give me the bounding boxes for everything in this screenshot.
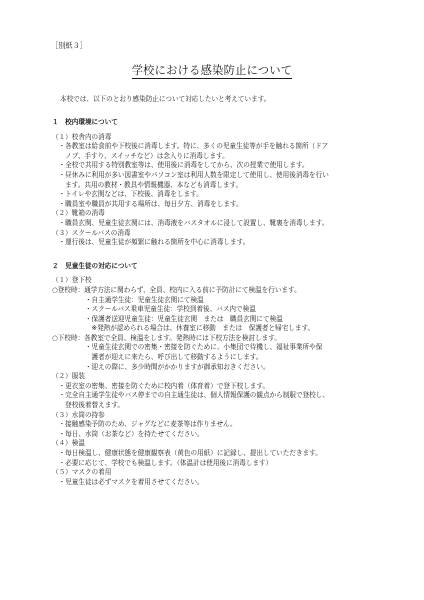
body-line: ノブ、手すり、スイッチなど）は念入りに消毒します。	[52, 151, 229, 160]
body-line: ・児童生徒玄関での密集・密接を防ぐために、小集団で待機し、福祉事業所や保	[52, 343, 323, 352]
body-line: ・自主通学生徒：児童生徒玄関にて検温	[52, 295, 204, 304]
body-line: ・スクールバス乗車児童生徒：学校到着後、バス内で検温	[52, 305, 256, 314]
document-body	[52, 118, 392, 487]
body-line: ・職員玄関、児童生徒玄関には、消毒液をバスタオルに浸して設置し、靴裏を消毒します。	[52, 218, 329, 227]
body-line: ・昼休みに利用が多い図書室やパソコン室は利用人数を限定して使用し、使用後消毒を行い	[52, 170, 329, 179]
attachment-label: ［別紙３］	[51, 41, 87, 50]
body-line: ○登校時：通学方法に関わらず、全員、校内に入る前に予防計にて検温を行います。	[52, 285, 301, 294]
body-line: （２）靴箱の消毒	[52, 209, 105, 218]
body-line: ます。共用の教材・教具や情報機器、本なども消毒します。	[52, 180, 243, 189]
body-line: ※発熱が認められる場合は、休養室に移動 または 保護者と帰宅します。	[52, 324, 315, 333]
body-line: ・児童生徒は必ずマスクを着用させてください。	[52, 477, 204, 486]
body-line: （４）検温	[52, 439, 85, 448]
body-line: （２）服装	[52, 372, 85, 381]
body-line: ・トイレや玄関などは、下校後、消毒をします。	[52, 190, 203, 199]
body-line: ・必要に応じて、学校でも検温します。（体温計は使用後に消毒します）	[52, 458, 273, 467]
body-line: （３）スクールバスの消毒	[52, 228, 131, 237]
body-line: ・毎日、水筒（お茶など）を持たせてください。	[52, 429, 204, 438]
body-line: ・迎えの際に、多少時間がかかりますが御承知おきください。	[52, 362, 270, 371]
body-line: （５）マスクの着用	[52, 468, 112, 477]
section-gap	[52, 248, 392, 262]
body-line: ○下校時：各教室で全員、検温をします。発熱時には下校方法を検討します。	[52, 333, 281, 342]
body-line: ・更衣室の密集、密接を防ぐために校内着（体育着）で登下校します。	[52, 381, 270, 390]
body-line: ・職員室や職員が共用する場所は、毎日夕方、消毒をします。	[52, 199, 243, 208]
body-line: ・保護者送迎児童生徒：児童生徒玄関 または 職員玄関にて検温	[52, 314, 283, 323]
body-line: ・全校で共用する特別教室等は、使用後に消毒をしてから、次の授業で使用します。	[52, 161, 309, 170]
section-heading: １ 校内環境について	[52, 118, 118, 126]
body-line: （１）校舎内の消毒	[52, 132, 112, 141]
body-line: （１）登下校	[52, 276, 92, 285]
intro-text: 本校では、以下のとおり感染防止について対応したいと考えています。	[60, 95, 271, 103]
body-line: 登校後着替えます。	[52, 401, 125, 410]
body-line: ・完全自主通学生徒やバス停までの自主通生徒は、個人情報保護の観点から制服で登校し、	[52, 391, 329, 400]
body-line: ・接触感染予防のため、ジャグなどに麦茶等は作りません。	[52, 420, 237, 429]
body-line: （３）水筒の持参	[52, 410, 105, 419]
section-heading: ２ 児童生徒の対応について	[52, 261, 138, 270]
body-line: ・毎日検温し、健康状態を健康観察表（黄色の用紙）に記録し、提出していただきます。	[52, 449, 322, 457]
body-line: ・運行後は、児童生徒が頻繁に触れる箇所を中心に消毒します。	[52, 238, 250, 247]
page-title-text: 学校における感染防止について	[131, 64, 293, 77]
body-line: ・各教室は給食前や下校後に消毒します。特に、多くの児童生徒等が手を触れる箇所（ドア	[52, 142, 329, 151]
page-title	[0, 64, 424, 78]
body-line: 護者が迎えに来たら、呼び出して移動するようにします。	[52, 353, 263, 362]
